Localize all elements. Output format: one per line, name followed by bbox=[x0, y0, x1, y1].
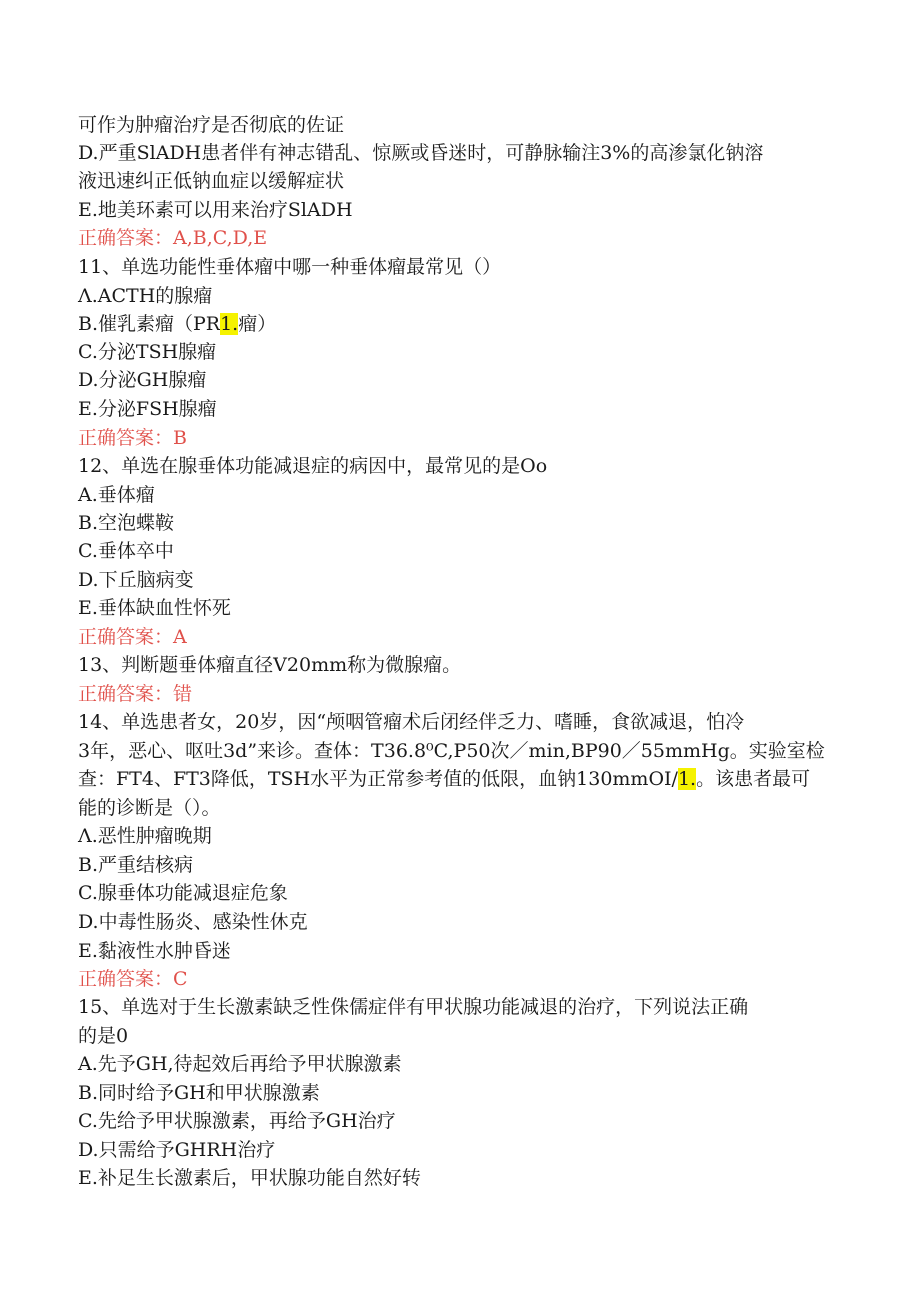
text-segment: 。该患者最可 bbox=[696, 768, 811, 790]
correct-answer: 正确答案：错 bbox=[78, 683, 193, 705]
option-e: E.垂体缺血性怀死 bbox=[78, 597, 231, 619]
text-segment: 查：FT4、FT3降低，TSH水平为正常参考值的低限，血钠130mmOI/ bbox=[78, 768, 678, 790]
question-14: 14、单选患者女，20岁，因“颅咽管瘤术后闭经伴乏力、嗜睡，食欲减退，怕冷 bbox=[78, 711, 745, 733]
option-d: D.严重SlADH患者伴有神志错乱、惊厥或昏迷时，可静脉输注3%的高渗氯化钠溶 bbox=[78, 142, 764, 164]
option-b-text-end: 瘤） bbox=[238, 313, 277, 335]
option-b: B.严重结核病 bbox=[78, 854, 194, 876]
option-d: D.分泌GH腺瘤 bbox=[78, 369, 207, 391]
text-line: 3年，恶心、呕吐3d”来诊。查体：T36.8⁰C,P50次／min,BP90／55mmHg。实验室检 bbox=[78, 740, 825, 762]
option-a: A.垂体瘤 bbox=[78, 484, 155, 506]
option-b: B.空泡蝶鞍 bbox=[78, 512, 175, 534]
question-13: 13、判断题垂体瘤直径V20mm称为微腺瘤。 bbox=[78, 654, 462, 676]
option-b: B.同时给予GH和甲状腺激素 bbox=[78, 1082, 320, 1104]
correct-answer: 正确答案：A,B,C,D,E bbox=[78, 227, 268, 249]
option-a: Λ.恶性肿瘤晚期 bbox=[78, 825, 212, 847]
option-c: C.垂体卒中 bbox=[78, 540, 174, 562]
question-12: 12、单选在腺垂体功能减退症的病因中，最常见的是Oo bbox=[78, 455, 548, 477]
text-line: 的是0 bbox=[78, 1025, 129, 1047]
option-d: D.只需给予GHRH治疗 bbox=[78, 1139, 276, 1161]
text-line bbox=[78, 765, 810, 793]
option-c: C.分泌TSH腺瘤 bbox=[78, 341, 217, 363]
option-c: C.腺垂体功能减退症危象 bbox=[78, 882, 288, 904]
option-e: E.分泌FSH腺瘤 bbox=[78, 398, 217, 420]
correct-answer: 正确答案：A bbox=[78, 626, 187, 648]
text-line: 能的诊断是（）。 bbox=[78, 797, 221, 819]
option-c: C.先给予甲状腺激素，再给予GH治疗 bbox=[78, 1110, 396, 1132]
text-line: 液迅速纠正低钠血症以缓解症状 bbox=[78, 170, 345, 192]
text-line: 可作为肿瘤治疗是否彻底的佐证 bbox=[78, 114, 345, 136]
option-e: E.地美环素可以用来治疗SlADH bbox=[78, 199, 353, 221]
question-15: 15、单选对于生长激素缺乏性侏儒症伴有甲状腺功能减退的治疗，下列说法正确 bbox=[78, 996, 749, 1018]
option-a: Λ.ACTH的腺瘤 bbox=[78, 285, 213, 307]
option-a: A.先予GH,待起效后再给予甲状腺激素 bbox=[78, 1053, 402, 1075]
correct-answer: 正确答案：C bbox=[78, 968, 188, 990]
option-e: E.黏液性水肿昏迷 bbox=[78, 940, 231, 962]
option-d: D.下丘脑病变 bbox=[78, 569, 194, 591]
highlighted-text: 1. bbox=[677, 768, 697, 790]
highlighted-text: 1. bbox=[220, 313, 239, 335]
option-e: E.补足生长激素后，甲状腺功能自然好转 bbox=[78, 1167, 421, 1189]
question-11: 11、单选功能性垂体瘤中哪一种垂体瘤最常见（） bbox=[78, 256, 502, 278]
option-b bbox=[78, 310, 276, 338]
option-d: D.中毒性肠炎、感染性休克 bbox=[78, 911, 308, 933]
correct-answer: 正确答案：B bbox=[78, 427, 187, 449]
option-b-text: B.催乳素瘤（PR bbox=[78, 313, 221, 335]
